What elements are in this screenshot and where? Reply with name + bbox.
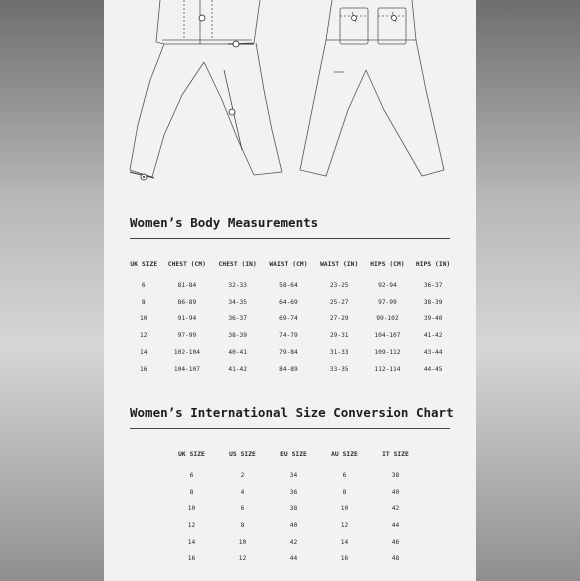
table-cell: 44 (289, 555, 298, 563)
size-guide-sheet (104, 0, 476, 581)
table-cell: 42 (391, 505, 400, 513)
garment-technical-drawing (104, 0, 476, 190)
table-cell: 12 (238, 555, 247, 563)
table-cell: 8 (342, 488, 347, 496)
table-cell: 10 (187, 505, 196, 513)
table-cell: 38-39 (423, 298, 443, 306)
table-cell: 84-89 (279, 365, 298, 373)
table-row (166, 517, 421, 534)
table-cell: 40 (289, 521, 298, 529)
table-row (166, 467, 421, 484)
column-header: WAIST (CM) (269, 260, 308, 268)
table-row (166, 500, 421, 517)
background-left (0, 0, 104, 581)
column-header: US SIZE (229, 450, 256, 458)
table-cell: 6 (342, 471, 347, 479)
table-cell: 14 (140, 349, 148, 357)
table-row (166, 550, 421, 567)
table-row (126, 361, 456, 378)
table-cell: 31-33 (329, 349, 349, 357)
table-header-row (166, 447, 421, 461)
body-measurements-title: Women’s Body Measurements (130, 215, 319, 230)
table-cell: 6 (141, 281, 146, 289)
table-cell: 16 (340, 555, 349, 563)
table-cell: 16 (187, 555, 196, 563)
table-cell: 99-102 (376, 315, 399, 323)
table-cell: 36-37 (228, 315, 247, 323)
table-cell: 109-112 (374, 349, 401, 357)
table-row (126, 294, 456, 311)
table-cell: 12 (140, 332, 148, 340)
table-cell: 64-69 (279, 298, 298, 306)
table-cell: 39-40 (423, 315, 443, 323)
table-cell: 40-41 (228, 349, 247, 357)
table-row (126, 277, 456, 294)
table-cell: 44-45 (423, 365, 443, 373)
table-cell: 6 (240, 505, 245, 513)
table-cell: 38 (391, 471, 400, 479)
table-header-row (126, 257, 456, 271)
table-cell: 40 (391, 488, 400, 496)
table-cell: 104-107 (374, 332, 401, 340)
table-cell: 97-99 (378, 298, 397, 306)
table-cell: 8 (189, 488, 194, 496)
column-header: IT SIZE (382, 450, 409, 458)
table-cell: 34-35 (228, 298, 247, 306)
table-cell: 14 (340, 538, 349, 546)
table-cell: 69-74 (279, 315, 298, 323)
table-cell: 38-39 (228, 332, 247, 340)
table-cell: 10 (340, 505, 349, 513)
column-header: UK SIZE (178, 450, 205, 458)
table-row (166, 534, 421, 551)
size-conversion-table (166, 447, 421, 567)
table-cell: 16 (140, 365, 148, 373)
table-cell: 79-84 (279, 349, 298, 357)
table-cell: 6 (189, 471, 194, 479)
table-cell: 32-33 (228, 281, 247, 289)
column-header: CHEST (CM) (167, 260, 207, 268)
table-cell: 4 (240, 488, 245, 496)
table-cell: 74-79 (279, 332, 298, 340)
table-cell: 41-42 (423, 332, 443, 340)
table-cell: 8 (141, 298, 146, 306)
table-cell: 38 (289, 505, 298, 513)
background-right (476, 0, 580, 581)
table-row (166, 484, 421, 501)
table-cell: 92-94 (378, 281, 397, 289)
body-measurements-table (126, 257, 456, 378)
table-cell: 104-107 (173, 365, 200, 373)
table-cell: 12 (340, 521, 349, 529)
table-row (126, 311, 456, 328)
table-cell: 23-25 (329, 281, 349, 289)
column-header: AU SIZE (331, 450, 358, 458)
table-cell: 33-35 (329, 365, 349, 373)
table-cell: 91-94 (177, 315, 197, 323)
table-cell: 44 (391, 521, 400, 529)
table-cell: 102-104 (173, 349, 200, 357)
table-cell: 86-89 (177, 298, 197, 306)
column-header: EU SIZE (280, 450, 307, 458)
table-cell: 10 (140, 315, 148, 323)
table-row (126, 327, 456, 344)
column-header: UK SIZE (130, 260, 158, 268)
table-cell: 25-27 (329, 298, 349, 306)
table-cell: 97-99 (177, 332, 197, 340)
table-cell: 43-44 (423, 349, 443, 357)
table-row (126, 344, 456, 361)
column-header: WAIST (IN) (320, 260, 359, 268)
title-divider (130, 428, 450, 429)
table-cell: 112-114 (374, 365, 401, 373)
column-header: CHEST (IN) (218, 260, 257, 268)
table-cell: 34 (289, 471, 298, 479)
table-cell: 29-31 (329, 332, 349, 340)
table-cell: 8 (240, 521, 245, 529)
table-cell: 46 (391, 538, 400, 546)
table-cell: 36 (289, 488, 298, 496)
title-divider (130, 238, 450, 239)
table-cell: 2 (240, 471, 245, 479)
table-cell: 12 (187, 521, 196, 529)
table-cell: 42 (289, 538, 298, 546)
table-cell: 41-42 (228, 365, 247, 373)
size-conversion-title: Women’s International Size Conversion Chart (130, 405, 454, 420)
column-header: HIPS (IN) (415, 260, 451, 268)
table-cell: 58-64 (279, 281, 298, 289)
table-cell: 36-37 (423, 281, 443, 289)
table-cell: 14 (187, 538, 196, 546)
column-header: HIPS (CM) (370, 260, 405, 268)
table-cell: 48 (391, 555, 400, 563)
table-cell: 81-84 (177, 281, 197, 289)
table-cell: 10 (238, 538, 247, 546)
table-cell: 27-29 (329, 315, 349, 323)
